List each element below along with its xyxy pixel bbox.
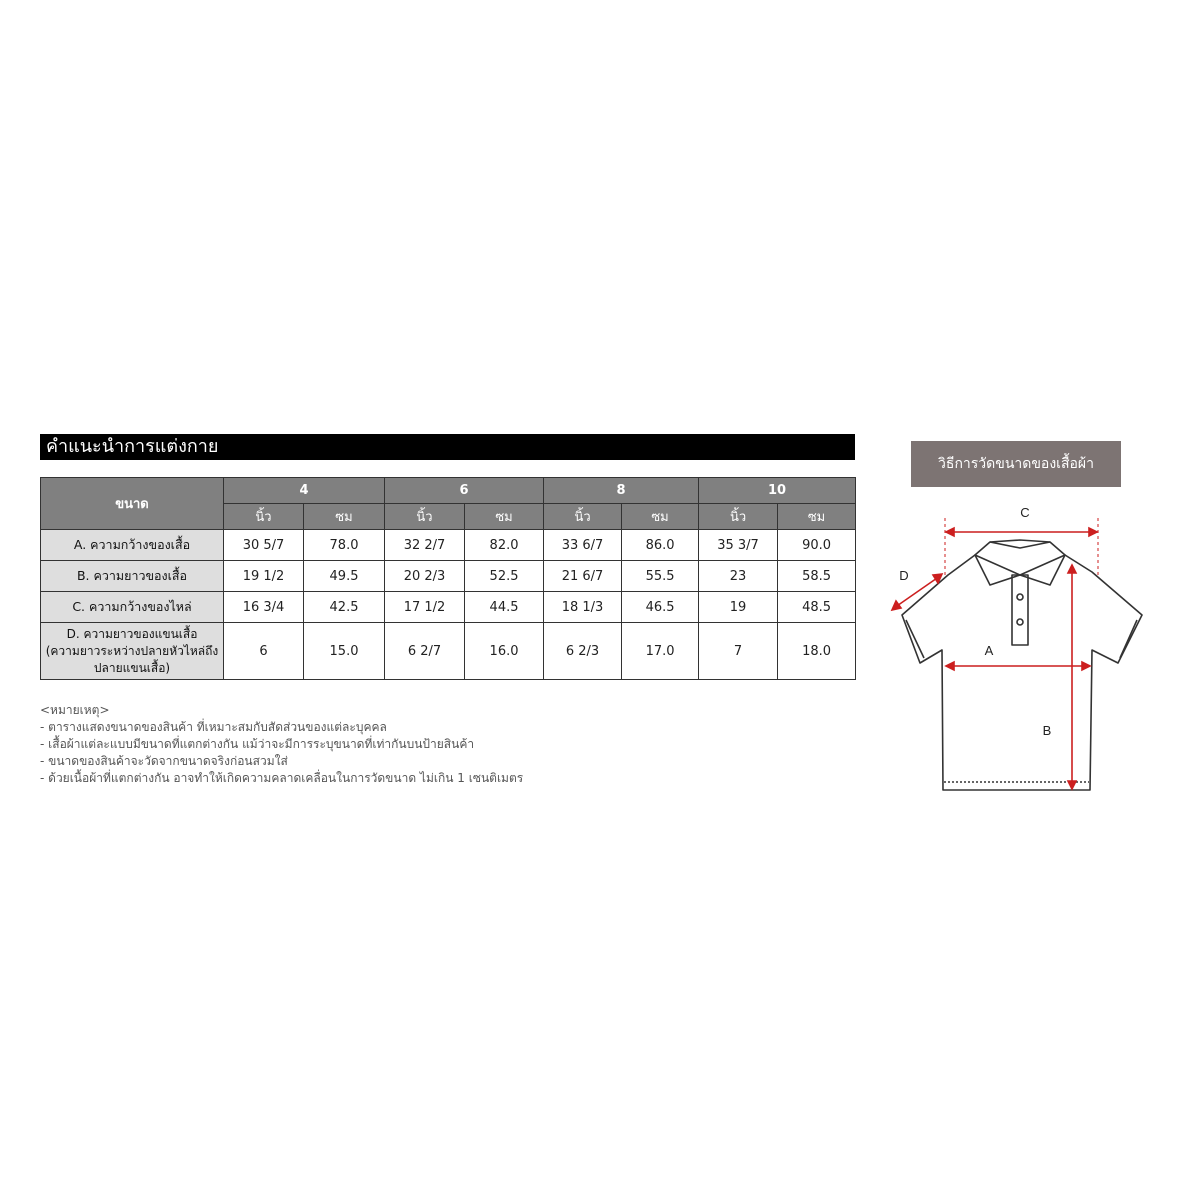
note-line: - ตารางแสดงขนาดของสินค้า ที่เหมาะสมกับสัดส่วนของแต่ละบุคคล — [40, 720, 387, 734]
unit-cm: ซม — [778, 504, 856, 530]
table-cell: 19 — [699, 592, 778, 623]
table-row — [41, 561, 856, 592]
unit-cm: ซม — [622, 504, 699, 530]
table-cell: 90.0 — [778, 530, 856, 561]
unit-cm: ซม — [304, 504, 385, 530]
table-row — [41, 623, 856, 680]
table-cell: 82.0 — [465, 530, 544, 561]
measurement-arrows — [892, 528, 1097, 789]
shirt-placket — [1012, 575, 1028, 645]
button-icon — [1017, 619, 1023, 625]
table-cell: 55.5 — [622, 561, 699, 592]
table-cell: 16.0 — [465, 623, 544, 680]
arrowhead — [1082, 662, 1090, 670]
table-cell: 48.5 — [778, 592, 856, 623]
dimension-label-c: C — [1020, 505, 1030, 520]
shirt-outline — [902, 555, 1142, 790]
unit-inch: นิ้ว — [544, 504, 622, 530]
table-cell: 32 2/7 — [385, 530, 465, 561]
size-header-10: 10 — [699, 478, 856, 504]
size-header-6: 6 — [385, 478, 544, 504]
table-cell: 78.0 — [304, 530, 385, 561]
table-cell: 30 5/7 — [224, 530, 304, 561]
table-row — [41, 530, 856, 561]
note-line: - เสื้อผ้าแต่ละแบบมีขนาดที่แตกต่างกัน แม้ว่าจะมีการระบุขนาดที่เท่ากันบนป้ายสินค้า — [40, 737, 475, 751]
size-header-8: 8 — [544, 478, 699, 504]
dimension-label-d: D — [899, 568, 909, 583]
table-cell: 19 1/2 — [224, 561, 304, 592]
row-label: B. ความยาวของเสื้อ — [41, 561, 224, 592]
shirt-collar — [975, 542, 1065, 585]
table-cell: 23 — [699, 561, 778, 592]
table-cell: 7 — [699, 623, 778, 680]
table-cell: 20 2/3 — [385, 561, 465, 592]
row-label: A. ความกว้างของเสื้อ — [41, 530, 224, 561]
size-header-4: 4 — [224, 478, 385, 504]
table-cell: 33 6/7 — [544, 530, 622, 561]
dimension-label-b: B — [1042, 723, 1052, 738]
row-label-line: D. ความยาวของแขนเสื้อ — [66, 626, 198, 641]
arrowhead — [946, 662, 954, 670]
row-label-line: (ความยาวระหว่างปลายหัวไหล่ถึง — [45, 643, 219, 658]
table-cell: 49.5 — [304, 561, 385, 592]
table-cell: 21 6/7 — [544, 561, 622, 592]
row-label — [41, 623, 224, 680]
shirt-measurement-diagram — [880, 500, 1160, 800]
table-cell: 17 1/2 — [385, 592, 465, 623]
collar-band — [990, 540, 1050, 542]
notes-heading: <หมายเหตุ> — [40, 703, 110, 717]
right-sleeve-cuff — [1120, 620, 1137, 658]
page-title: คำแนะนำการแต่งกาย — [40, 434, 855, 460]
note-line: - ขนาดของสินค้าจะวัดจากขนาดจริงก่อนสวมใส่ — [40, 754, 288, 768]
unit-cm: ซม — [465, 504, 544, 530]
arrowhead — [1068, 781, 1076, 789]
unit-inch: นิ้ว — [385, 504, 465, 530]
dimension-label-a: A — [984, 643, 994, 658]
table-cell: 58.5 — [778, 561, 856, 592]
table-cell: 18 1/3 — [544, 592, 622, 623]
unit-inch: นิ้ว — [699, 504, 778, 530]
table-cell: 6 2/3 — [544, 623, 622, 680]
notes — [40, 702, 523, 787]
table-cell: 86.0 — [622, 530, 699, 561]
arrowhead — [1068, 565, 1076, 573]
size-header-corner: ขนาด — [41, 478, 224, 530]
row-label: C. ความกว้างของไหล่ — [41, 592, 224, 623]
table-cell: 35 3/7 — [699, 530, 778, 561]
button-icon — [1017, 594, 1023, 600]
row-label-line: ปลายแขนเสื้อ) — [93, 660, 171, 675]
note-line: - ด้วยเนื้อผ้าที่แตกต่างกัน อาจทำให้เกิดความคลาดเคลื่อนในการวัดขนาด ไม่เกิน 1 เซนติเมตร — [40, 771, 524, 785]
left-sleeve-cuff — [906, 620, 924, 658]
table-cell: 42.5 — [304, 592, 385, 623]
size-table — [40, 477, 856, 680]
arrowhead — [1089, 528, 1097, 536]
table-cell: 6 — [224, 623, 304, 680]
table-cell: 15.0 — [304, 623, 385, 680]
unit-inch: นิ้ว — [224, 504, 304, 530]
table-cell: 52.5 — [465, 561, 544, 592]
table-row — [41, 592, 856, 623]
table-cell: 16 3/4 — [224, 592, 304, 623]
table-cell: 17.0 — [622, 623, 699, 680]
arrowhead — [892, 601, 901, 610]
table-cell: 44.5 — [465, 592, 544, 623]
measure-guide-title: วิธีการวัดขนาดของเสื้อผ้า — [911, 441, 1121, 487]
table-cell: 18.0 — [778, 623, 856, 680]
table-cell: 6 2/7 — [385, 623, 465, 680]
arrowhead — [946, 528, 954, 536]
table-cell: 46.5 — [622, 592, 699, 623]
